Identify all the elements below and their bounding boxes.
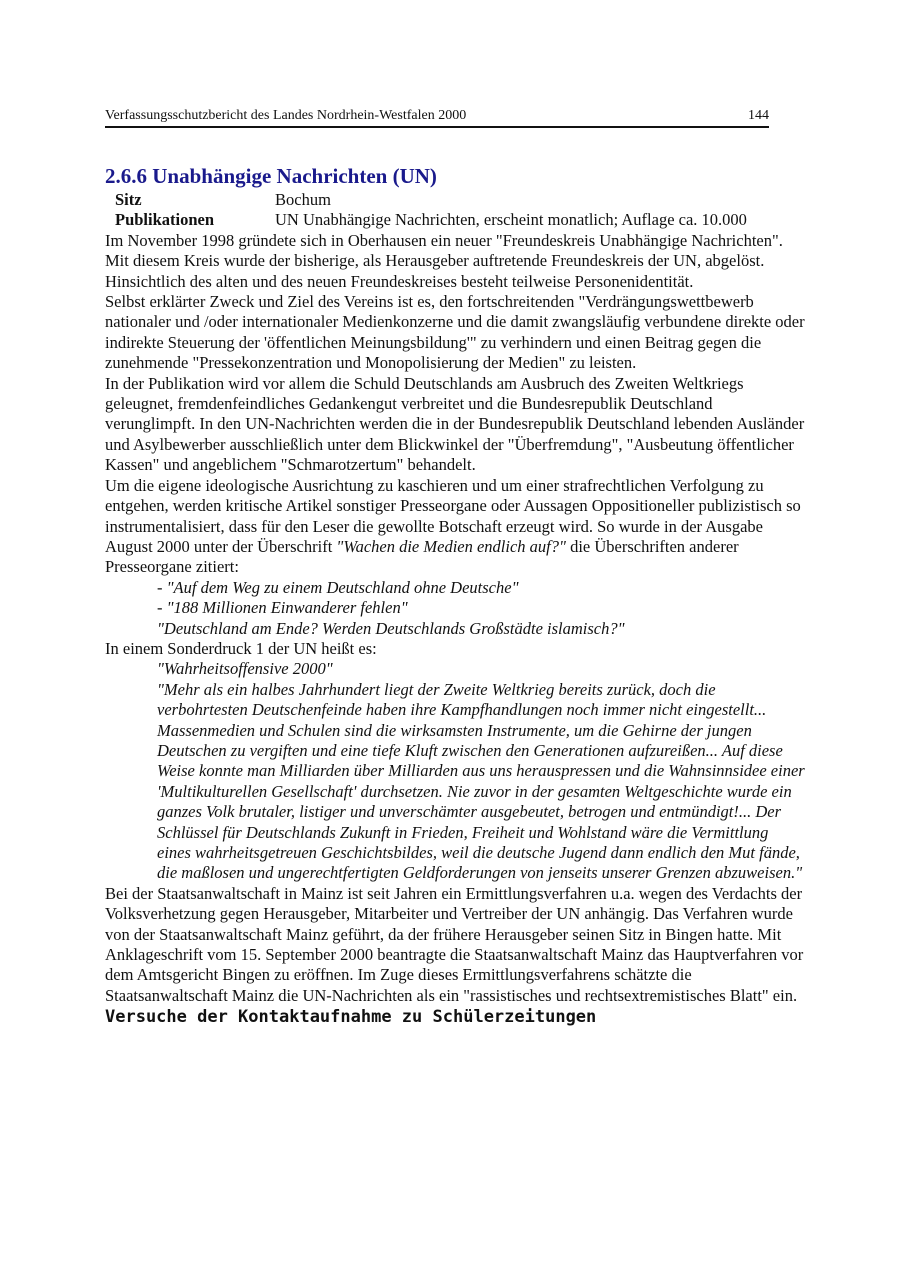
section-heading: 2.6.6 Unabhängige Nachrichten (UN) [105, 164, 437, 188]
paragraph-purpose: Selbst erklärter Zweck und Ziel des Vereins ist es, den fortschreitenden "Verdrängungswettbewerb nationaler und /oder internationaler Medienkonzerne und die damit zwangsläufig verbundene direkte oder indirekte Steuerung der 'öffentlichen Meinungsbildung'" zu verhindern und einen Beitrag gegen die zunehmende "Pressekonzentration und Monopolisierung der Medien" zu leisten. [105, 292, 805, 373]
paragraph-investigation: Bei der Staatsanwaltschaft in Mainz ist seit Jahren ein Ermittlungsverfahren u.a. wegen des Verdachts der Volksverhetzung gegen Herausgeber, Mitarbeiter und Vertreiber der UN anhängig. Das Verfahren wurde von der Staatsanwaltschaft Mainz geführt, da der frühere Herausgeber seinen Sitz in Bingen hatte. Mit Anklageschrift vom 15. September 2000 beantragte die Staatsanwaltschaft Mainz das Hauptverfahren vor dem Amtsgericht Bingen zu eröffnen. Im Zuge dieses Ermittlungsverfahrens schätzte die Staatsanwaltschaft Mainz die UN-Nachrichten als ein "rassistisches und rechtsextremistisches Blatt" ein. [105, 883, 804, 1005]
quoted-title: "Wachen die Medien endlich auf?" [336, 536, 566, 556]
fact-label: Sitz [115, 190, 142, 209]
paragraph-text: Um die eigene ideologische Ausrichtung zu kaschieren und um einer strafrechtlichen Verfolgung zu entgehen, werden kritische Artikel sonstiger Presseorgane oder Aussagen Oppositioneller publizistisch so instrumentalisiert, dass für den Leser die gewollte Botschaft erzeugt wird. So wurde in der Ausgabe August 2000 unter der Überschrift [105, 475, 801, 556]
fact-row-publications [105, 210, 805, 230]
paragraph-text: die Überschriften anderer Presseorgane zitiert: [105, 536, 739, 577]
special-print-intro: In einem Sonderdruck 1 der UN heißt es: [105, 638, 377, 658]
fact-row-seat [105, 190, 805, 210]
quoted-headline: - "Auf dem Weg zu einem Deutschland ohne Deutsche" [157, 577, 519, 597]
header-title: Verfassungsschutzbericht des Landes Nordrhein-Westfalen 2000 [105, 108, 467, 123]
paragraph-founding: Im November 1998 gründete sich in Oberhausen ein neuer "Freundeskreis Unabhängige Nachrichten". Mit diesem Kreis wurde der bisherige, als Herausgeber auftretende Freundeskreis der UN, abgelöst. Hinsichtlich des alten und des neuen Freundeskreises besteht teilweise Personenidentität. [105, 230, 783, 291]
special-print-quote: "Mehr als ein halbes Jahrhundert liegt der Zweite Weltkrieg bereits zurück, doch die verbohrtesten Deutschenfeinde haben ihre Kampfhandlungen noch immer nicht eingestellt... Massenmedien und Schulen sind die wirksamsten Instrumente, um die Gehirne der jungen Deutschen zu vergiften und eine tiefe Kluft zwischen den Generationen aufzureißen... Auf diese Weise konnte man Milliarden über Milliarden aus uns herauspressen und die Wahnsinnsidee einer 'Multikulturellen Gesellschaft' durchsetzen. Nie zuvor in der gesamten Weltgeschichte wurde ein ganzes Volk brutaler, listiger und unverschämter ausgebeutet, betrogen und entmündigt!... Der Schlüssel für Deutschlands Zukunft in Frieden, Freiheit und Wohlstand wäre die Vermittlung eines wahrheitsgetreuen Geschichtsbildes, weil die deutsche Jugend dann endlich den Mut fände, die maßlosen und ungerechtfertigten Geldforderungen von jenseits unserer Grenzen abzuweisen." [157, 679, 805, 883]
fact-label: Publikationen [115, 210, 215, 230]
special-print-title: "Wahrheitsoffensive 2000" [157, 659, 333, 679]
quoted-headline: "Deutschland am Ende? Werden Deutschlands Großstädte islamisch?" [157, 618, 625, 638]
next-subheading: Versuche der Kontaktaufnahme zu Schülerzeitungen [105, 1007, 597, 1028]
quoted-headline: - "188 Millionen Einwanderer fehlen" [157, 598, 408, 618]
fact-value: UN Unabhängige Nachrichten, erscheint monatlich; Auflage ca. 10.000 [275, 210, 747, 230]
fact-value: Bochum [275, 190, 331, 209]
paragraph-content: In der Publikation wird vor allem die Schuld Deutschlands am Ausbruch des Zweiten Weltkriegs geleugnet, fremdenfeindliches Gedankengut verbreitet und die Bundesrepublik Deutschland verunglimpft. In den UN-Nachrichten werden die in der Bundesrepublik Deutschland lebenden Ausländer und Asylbewerber ausschließlich unter dem Blickwinkel der "Überfremdung", "Ausbeutung öffentlicher Kassen" und angeblichem "Schmarotzertum" behandelt. [105, 373, 805, 475]
running-header [105, 106, 769, 128]
main-content [105, 163, 805, 1028]
paragraph-instrumentalization [105, 476, 805, 578]
page-number: 144 [748, 108, 769, 123]
